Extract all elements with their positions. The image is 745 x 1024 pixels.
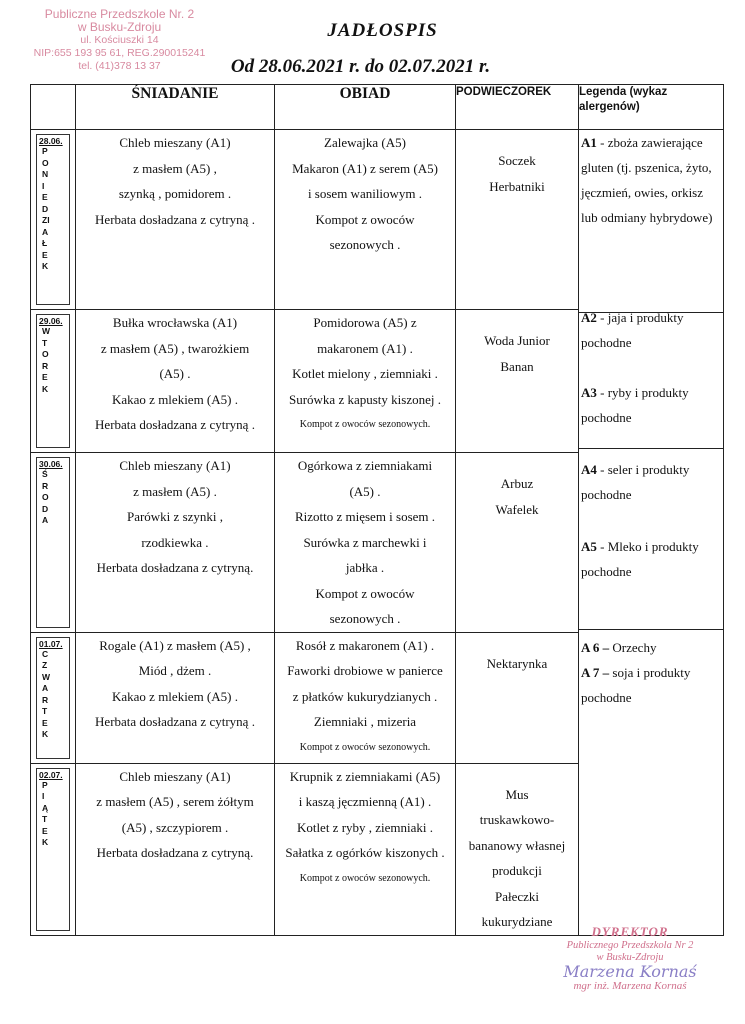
signature-name: mgr inż. Marzena Kornaś bbox=[573, 980, 687, 992]
lunch-line: Ziemniaki , mizeria bbox=[313, 714, 417, 729]
day-date: 29.06. bbox=[39, 316, 63, 326]
breakfast-line: Herbata dosładzana z cytryną . bbox=[95, 714, 255, 729]
allergen-code: A1 bbox=[581, 135, 597, 150]
breakfast-line: z masłem (A5) , bbox=[133, 160, 217, 176]
breakfast-line: Chleb mieszany (A1) bbox=[119, 458, 231, 473]
snack-cell bbox=[456, 130, 579, 310]
header-row bbox=[31, 85, 724, 130]
breakfast-line: Bułka wrocławska (A1) bbox=[112, 315, 238, 330]
breakfast-cell bbox=[76, 632, 275, 763]
lunch-line: jabłka . bbox=[345, 560, 385, 575]
breakfast-line: (A5) . bbox=[159, 366, 191, 381]
breakfast-header: ŚNIADANIE bbox=[76, 85, 275, 130]
snack-cell bbox=[456, 632, 579, 763]
day-box bbox=[36, 134, 70, 305]
breakfast-line: Parówki z szynki , bbox=[126, 509, 224, 524]
handwritten-signature: Marzena Kornaś bbox=[563, 962, 697, 981]
page-title: JADŁOSPIS bbox=[327, 20, 438, 41]
lunch-line: i kaszą jęczmienną (A1) . bbox=[298, 794, 432, 809]
lunch-line: (A5) . bbox=[349, 483, 381, 499]
day-name: CZWARTEK bbox=[42, 648, 51, 739]
lunch-line: sezonowych . bbox=[329, 611, 401, 626]
lunch-line: Zalewajka (A5) bbox=[324, 135, 406, 150]
lunch-line: Ogórkowa z ziemniakami bbox=[297, 458, 433, 473]
day-box bbox=[36, 457, 70, 628]
day-date: 01.07. bbox=[39, 638, 63, 649]
lunch-compote: Kompot z owoców sezonowych. bbox=[299, 741, 431, 753]
breakfast-cell bbox=[76, 310, 275, 453]
snack-line: truskawkowo- bbox=[479, 812, 555, 827]
page-subtitle: Od 28.06.2021 r. do 02.07.2021 r. bbox=[230, 56, 491, 77]
legend-cell bbox=[579, 130, 724, 936]
breakfast-line: z masłem (A5) , serem żółtym bbox=[96, 794, 254, 809]
snack-line: produkcji bbox=[492, 863, 542, 878]
day-cell bbox=[31, 310, 76, 453]
stamp-line: Publiczne Przedszkole Nr. 2 bbox=[44, 7, 195, 21]
allergen-code: A4 bbox=[581, 462, 597, 477]
breakfast-line: (A5) , szczypiorem . bbox=[121, 819, 229, 835]
lunch-cell bbox=[275, 632, 456, 763]
lunch-line: Surówka z kapusty kiszonej . bbox=[288, 391, 441, 407]
snack-line: Woda Junior bbox=[484, 333, 550, 348]
lunch-line: Kompot z owoców bbox=[315, 585, 415, 601]
snack-line: Arbuz bbox=[500, 476, 534, 491]
allergen-entry bbox=[581, 380, 721, 430]
breakfast-line: Chleb mieszany (A1) bbox=[119, 135, 231, 150]
day-header bbox=[31, 85, 76, 130]
lunch-cell bbox=[275, 130, 456, 310]
lunch-line: i sosem waniliowym . bbox=[307, 186, 423, 201]
legend-box bbox=[579, 130, 723, 935]
allergen-entry bbox=[581, 130, 721, 230]
allergen-text: - Mleko i produkty pochodne bbox=[581, 539, 699, 579]
day-cell bbox=[31, 453, 76, 633]
lunch-line: Krupnik z ziemniakami (A5) bbox=[289, 768, 441, 784]
menu-table bbox=[30, 84, 724, 936]
lunch-compote: Kompot z owoców sezonowych. bbox=[299, 419, 431, 430]
allergen-entry bbox=[581, 635, 721, 660]
stamp-line: tel. (41)378 13 37 bbox=[78, 60, 161, 72]
snack-line: Banan bbox=[500, 358, 534, 374]
lunch-cell bbox=[275, 310, 456, 453]
breakfast-line: Herbata dosładzana z cytryną . bbox=[95, 211, 255, 227]
snack-line: Pałeczki bbox=[494, 888, 540, 904]
lunch-header: OBIAD bbox=[275, 85, 456, 130]
breakfast-line: szynką , pomidorem . bbox=[118, 186, 232, 201]
lunch-line: Surówka z marchewki i bbox=[303, 534, 427, 550]
allergen-code: A 7 – bbox=[581, 665, 610, 680]
stamp-line: w Busku-Zdroju bbox=[77, 20, 162, 34]
stamp-line: ul. Kościuszki 14 bbox=[80, 34, 159, 46]
lunch-line: Rizotto z mięsem i sosem . bbox=[294, 509, 436, 524]
allergen-code: A 6 – bbox=[581, 640, 610, 655]
day-name: PIĄTEK bbox=[42, 779, 49, 847]
breakfast-line: z masłem (A5) , twarożkiem bbox=[100, 340, 250, 356]
allergen-text: soja i produkty pochodne bbox=[581, 665, 691, 705]
snack-line: bananowy własnej bbox=[468, 837, 566, 853]
snack-line: Nektarynka bbox=[486, 655, 548, 671]
day-cell bbox=[31, 130, 76, 310]
legend-header: Legenda (wykaz alergenów) bbox=[579, 85, 724, 130]
day-box bbox=[36, 637, 70, 759]
allergen-text: - jaja i produkty pochodne bbox=[581, 310, 684, 350]
breakfast-line: Rogale (A1) z masłem (A5) , bbox=[99, 637, 251, 653]
day-date: 30.06. bbox=[39, 459, 63, 469]
signature-line: w Busku-Zdroju bbox=[596, 952, 664, 963]
snack-cell bbox=[456, 310, 579, 453]
snack-line: Wafelek bbox=[495, 501, 539, 517]
signature-title: DYREKTOR bbox=[591, 924, 669, 939]
snack-line: Mus bbox=[505, 786, 529, 802]
snack-line: kukurydziane bbox=[481, 914, 553, 929]
allergen-text: - ryby i produkty pochodne bbox=[581, 385, 689, 425]
day-cell bbox=[31, 632, 76, 763]
director-signature bbox=[520, 924, 740, 992]
stamp-line: NIP:655 193 95 61, REG.290015241 bbox=[33, 47, 206, 59]
allergen-entry bbox=[581, 534, 721, 584]
breakfast-line: Herbata dosładzana z cytryną. bbox=[96, 845, 254, 860]
allergen-text: Orzechy bbox=[609, 640, 657, 655]
legend-divider bbox=[578, 448, 724, 449]
breakfast-line: Herbata dosładzana z cytryną . bbox=[95, 417, 255, 432]
day-date: 28.06. bbox=[39, 136, 63, 146]
legend-divider bbox=[578, 629, 724, 630]
breakfast-cell bbox=[76, 130, 275, 310]
lunch-line: Makaron (A1) z serem (A5) bbox=[292, 160, 438, 176]
lunch-line: Rosół z makaronem (A1) . bbox=[295, 637, 435, 653]
breakfast-line: rzodkiewka . bbox=[141, 534, 209, 550]
day-row bbox=[31, 130, 724, 310]
lunch-cell bbox=[275, 453, 456, 633]
allergen-text: - zboża zawierające gluten (tj. pszenica, żyto, jęczmień, owies, orkisz lub odmiany hybrydowe) bbox=[581, 135, 713, 225]
breakfast-line: Herbata dosładzana z cytryną. bbox=[96, 560, 254, 575]
day-name: PONIEDZIAŁEK bbox=[42, 146, 50, 271]
day-name: ŚRODA bbox=[42, 469, 49, 525]
lunch-line: sezonowych . bbox=[329, 237, 401, 252]
breakfast-cell bbox=[76, 453, 275, 633]
allergen-code: A3 bbox=[581, 385, 597, 400]
snack-cell bbox=[456, 453, 579, 633]
lunch-cell bbox=[275, 763, 456, 935]
snack-cell bbox=[456, 763, 579, 935]
lunch-line: Pomidorowa (A5) z bbox=[313, 315, 417, 330]
breakfast-line: Kakao z mlekiem (A5) . bbox=[112, 688, 238, 704]
day-name: WTOREK bbox=[42, 326, 51, 394]
signature-line: Publicznego Przedszkola Nr 2 bbox=[566, 940, 694, 951]
breakfast-line: Miód , dżem . bbox=[138, 663, 212, 678]
allergen-code: A5 bbox=[581, 539, 597, 554]
lunch-line: Kompot z owoców bbox=[315, 211, 415, 227]
allergen-text: - seler i produkty pochodne bbox=[581, 462, 690, 502]
day-cell bbox=[31, 763, 76, 935]
breakfast-line: Kakao z mlekiem (A5) . bbox=[112, 391, 238, 407]
breakfast-cell bbox=[76, 763, 275, 935]
legend-divider bbox=[578, 312, 724, 313]
day-box bbox=[36, 314, 70, 448]
lunch-line: Kotlet z ryby , ziemniaki . bbox=[296, 819, 434, 835]
lunch-line: makaronem (A1) . bbox=[317, 340, 413, 356]
breakfast-line: z masłem (A5) . bbox=[133, 483, 217, 499]
lunch-line: Sałatka z ogórków kiszonych . bbox=[285, 845, 445, 860]
allergen-entry bbox=[581, 457, 721, 507]
allergen-code: A2 bbox=[581, 310, 597, 325]
lunch-line: z płatków kukurydzianych . bbox=[292, 688, 438, 704]
allergen-entry bbox=[581, 660, 721, 710]
snack-line: Soczek bbox=[498, 153, 536, 168]
day-date: 02.07. bbox=[39, 769, 63, 780]
day-box bbox=[36, 768, 70, 931]
lunch-compote: Kompot z owoców sezonowych. bbox=[299, 872, 431, 884]
breakfast-line: Chleb mieszany (A1) bbox=[119, 768, 231, 784]
lunch-line: Kotlet mielony , ziemniaki . bbox=[292, 366, 438, 381]
snack-line: Herbatniki bbox=[489, 178, 545, 194]
snack-header: PODWIECZOREK bbox=[456, 85, 579, 130]
lunch-line: Faworki drobiowe w panierce bbox=[287, 663, 443, 678]
